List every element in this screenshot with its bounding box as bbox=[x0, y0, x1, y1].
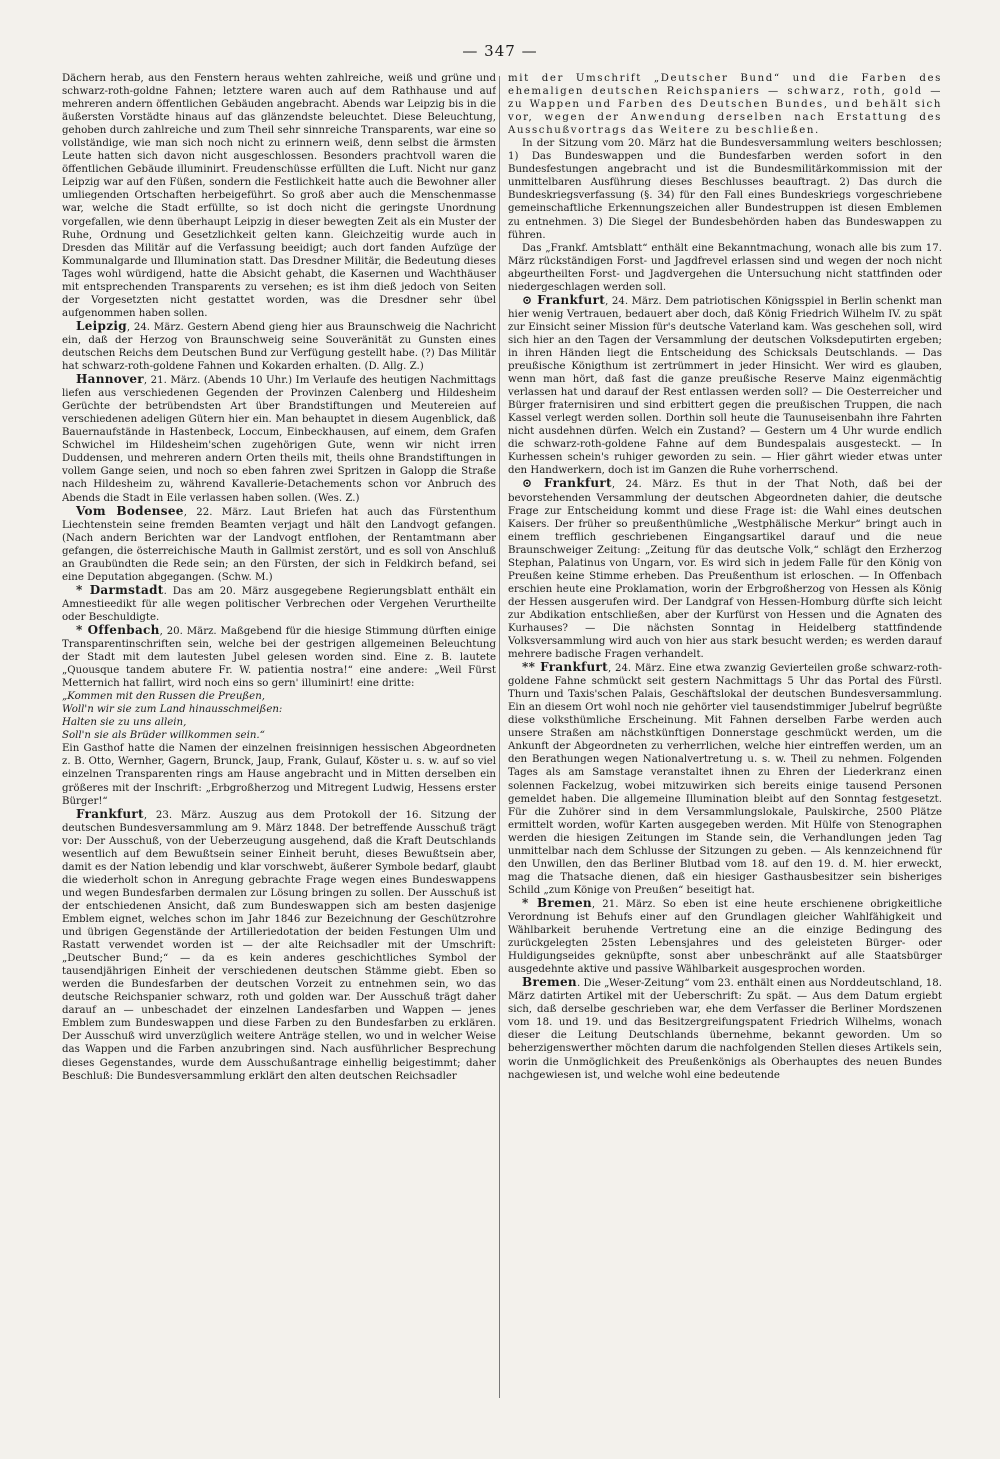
dateline: Hannover bbox=[76, 372, 144, 387]
article-paragraph bbox=[62, 584, 496, 624]
dateline: Vom Bodensee bbox=[76, 503, 184, 518]
dateline: Frankfurt bbox=[76, 806, 144, 821]
dateline: Leipzig bbox=[76, 318, 127, 333]
paragraph-text: , 23. März. Auszug aus dem Protokoll der 16. Sitzung der deutschen Bundesversammlung am 9. März 1848. Der betreffende Ausschuß trägt vor: Der Ausschuß, von der Ueberzeugung ausgehend, daß die Kraft Deutschlands wesentlich auf dem Bewußtsein seiner Einheit beruht, dieses Bewußtsein aber, damit es der Nation lebendig und klar vorschwebt, äußerer Symbole bedarf, glaubt die wiederholt schon in Anregung gebrachte Frage wegen eines Bundeswappens und wegen Bundesfarben dermalen zur Lösung bringen zu sollen. Der Ausschuß ist der entschiedenen Ansicht, daß zum Bundeswappen sich am besten dasjenige Emblem eignet, welches schon im Jahr 1846 zur Bezeichnung der Geschützrohre und übrigen Gegenstände der Artilleriedotation der beiden Festungen Ulm und Rastatt verwendet worden ist — der alte Reichsadler mit der Umschrift: „Deutscher Bund;“ — da es kein anderes geschichtliches Symbol der tausendjährigen Einheit der verschiedenen deutschen Stämme giebt. Eben so werden die Bundesfarben der deutschen Vorzeit zu entnehmen sein, wo das deutsche Reichspanier schwarz, roth und golden war. Der Ausschuß trägt daher darauf an — unbeschadet der einzelnen Landesfarben und Wappen — jenes Emblem zum Bundeswappen und diese Farben zu den Bundesfarben zu erklären. Der Ausschuß wird unverzüglich weitere Anträge stellen, wo und in welcher Weise das Wappen und die Farben anzubringen sind. Nach ausführlicher Besprechung dieses Gegenstandes, wurde dem Ausschußantrage einhellig beigestimmt; daher Beschluß: Die Bundesversammlung erklärt den alten deutschen Reichsadler bbox=[62, 809, 496, 1082]
verse-block bbox=[62, 690, 496, 742]
paragraph-text: , 21. März. (Abends 10 Uhr.) Im Verlaufe des heutigen Nachmittags liefen aus verschiedenen Gegenden der Provinzen Calenberg und Hildesheim Gerüchte der betrübendsten Art über Brandstiftungen und Meutereien auf verschiedenen adeligen Gütern hier ein. Man behauptet in diesem Augenblick, daß Bauernaufstände in Hastenbeck, Loccum, Einbeckhausen, auf einem, dem Grafen Schwichel im Hildesheim'schen zugehörigen Gute, wenn wir nicht irren Duddensen, und mehreren andern Orten theils mit, theils ohne Brandstiftungen in vollem Gange seien, und noch so eben fahren zwei Spritzen in Galopp die Straße nach Hildesheim zu, während Kavallerie-Detachements schon vor Anbruch des Abends die Stadt in Eile verlassen haben sollen. (Wes. Z.) bbox=[62, 375, 496, 504]
page-number: — 347 — bbox=[462, 42, 538, 60]
dateline: ⊙ Frankfurt bbox=[522, 476, 612, 491]
dateline: * Bremen bbox=[522, 895, 592, 910]
verse-line: Woll'n wir sie zum Land hinausschmeißen: bbox=[62, 704, 283, 716]
article-paragraph bbox=[62, 320, 496, 373]
article-paragraph bbox=[508, 72, 942, 137]
paragraph-text: , 20. März. Maßgebend für die hiesige Stimmung dürften einige Transparentinschriften sein, welche bei der gestrigen allgemeinen Beleuchtung der Stadt mit dem lautesten Jubel gelesen worden sind. Eine z. B. lautete „Quousque tandem abutere Fr. W. patientia nostra!“ eine andere: „Weil Fürst Metternich hat fallirt, wird noch eins so gern' illuminirt! eine dritte: bbox=[62, 625, 496, 690]
left-column bbox=[62, 72, 496, 1402]
paragraph-text: In der Sitzung vom 20. März hat die Bundesversammlung weiters beschlossen; 1) Das Bundeswappen und die Bundesfarben werden sofort in den Bundesfestungen angebracht und ist die Bundesmilitärkommission mit der unmittelbaren Ausführung dieses Beschlusses beauftragt. 2) Das durch die Bundeskriegsverfassung (§. 34) für den Fall eines Bundeskriegs vorgeschriebene gemeinschaftliche Erkennungszeichen aller Bundestruppen ist diesen Emblemen zu entnehmen. 3) Die Siegel der Bundesbehörden haben das Bundeswappen zu führen. bbox=[508, 138, 942, 241]
verse-line: „Kommen mit den Russen die Preußen, bbox=[62, 691, 266, 703]
column-divider bbox=[499, 76, 500, 1398]
article-paragraph bbox=[508, 976, 942, 1081]
article-paragraph bbox=[508, 477, 942, 661]
article-paragraph bbox=[62, 742, 496, 807]
dateline: ** Frankfurt bbox=[522, 660, 609, 675]
paragraph-text: , 21. März. So eben ist eine heute erschienene obrigkeitliche Verordnung ist Behufs einer auf den Grundlagen gleicher Wahlfähigkeit und Wählbarkeit beruhende Vertretung eine an die einzige Bedingung des zurückgelegten 25sten Lebensjahres und des geleisteten Bürger- oder Huldigungseides geknüpfte, sonst aber unbeschränkt auf alle Staatsbürger ausgedehnte aktive und passive Wählbarkeit ausgesprochen worden. bbox=[508, 898, 942, 976]
article-paragraph bbox=[508, 661, 942, 897]
paragraph-text: Dächern herab, aus den Fenstern heraus wehten zahlreiche, weiß und grüne und schwarz-roth-goldne Fahnen; letztere waren auch auf dem Rathhause und auf mehreren andern öffentlichen Gebäuden angebracht. Abends war Leipzig bis in die äußersten Vorstädte hinaus auf das glänzendste beleuchtet. Diese Beleuchtung, gehoben durch zahlreiche und zum Theil sehr sinnreiche Transparents, war eine so vollständige, wie man sich noch nicht zu erinnern weiß, denn selbst die ärmsten Leute hatten sich davon nicht ausgeschlossen. Besonders prachtvoll waren die öffentlichen Gebäude illuminirt. Freudenschüsse erfüllten die Luft. Nicht nur ganz Leipzig war auf den Füßen, sondern die Festlichkeit hatte auch die Bewohner aller umliegenden Ortschaften herbeigeführt. So groß aber auch die Menschenmasse war, welche die Stadt erfüllte, so ist doch nicht die geringste Unordnung vorgefallen, wie denn überhaupt Leipzig in dieser bewegten Zeit als ein Muster der Ruhe, Ordnung und Gesetzlichkeit gelten kann. Gleichzeitig wurde auch in Dresden das Militär auf die Verfassung beeidigt; auch dort fanden Aufzüge der Kommunalgarde und Illumination statt. Das Dresdner Militär, die Bedeutung dieses Tages wohl würdigend, hatte die Absicht gehabt, die Kasernen und Wachthäuser mit entsprechenden Transparents zu versehen; es ist ihm dieß jedoch von Seiten der Vorgesetzten nicht gestattet worden, was die Dresdner sehr übel aufgenommen haben sollen. bbox=[62, 73, 496, 319]
dateline: Bremen bbox=[522, 975, 577, 990]
paragraph-text: , 24. März. Eine etwa zwanzig Gevierteilen große schwarz-roth-goldene Fahne schmückt seit gestern Nachmittags 5 Uhr das Portal des Fürstl. Thurn und Taxis'schen Palais, Geschäftslokal der deutschen Bundesversammlung. Ein an diesem Ort wohl noch nie gehörter viel tausendstimmiger Jubelruf begrüßte diese volksthümliche Erscheinung. Mit Fahnen derselben Farbe werden auch unsere Straßen am nächstkünftigen Donnerstage geschmückt werden, um die Ankunft der Abgeordneten zu verherrlichen, welche hier eintreffen werden, um an den Berathungen wegen Nationalvertretung u. s. w. Theil zu nehmen. Folgenden Tages als am Samstage veranstaltet ihnen zu Ehren der Liederkranz einen solennen Fackelzug, wobei mitzuwirken sich bereits einige tausend Personen gemeldet haben. Die allgemeine Illumination bleibt auf den Sonntag festgesetzt. Für die Zuhörer sind in dem Versammlungslokale, Paulskirche, 2500 Plätze ermittelt worden, wofür Karten ausgegeben werden. Mit Hülfe von Stenographen werden die hiesigen Zeitungen im Stande sein, die Verhandlungen jeden Tag unmittelbar nach dem Schlusse der Sitzungen zu geben. — Als kennzeichnend für den Unwillen, den das Berliner Blutbad vom 18. auf den 19. d. M. hier erweckt, mag die Thatsache dienen, daß ein hiesiger Gasthausbesitzer sein bisheriges Schild „zum Könige von Preußen“ beseitigt hat. bbox=[508, 663, 942, 896]
article-paragraph bbox=[508, 242, 942, 294]
paragraph-text: mit der Umschrift „Deutscher Bund“ und die Farben des ehemaligen deutschen Reichspaniers — schwarz, roth, gold — zu Wappen und Farben des Deutschen Bundes, und behält sich vor, wegen der Anwendung derselben nach Erstattung des Ausschußvortrags das Weitere zu beschließen. bbox=[508, 73, 942, 137]
article-paragraph bbox=[62, 72, 496, 320]
article-paragraph bbox=[508, 294, 942, 478]
paragraph-text: . Das am 20. März ausgegebene Regierungsblatt enthält ein Amnestieedikt für alle wegen politischer Verbrechen oder Vergehen Verurtheilte oder Beschuldigte. bbox=[62, 585, 496, 623]
verse-line: Halten sie zu uns allein, bbox=[62, 717, 187, 729]
paragraph-text: , 24. März. Gestern Abend gieng hier aus Braunschweig die Nachricht ein, daß der Herzog von Braunschweig seine Souveränität zu Gunsten eines deutschen Reichs dem Deutschen Bund zur Verfügung gestellt habe. (?) Das Militär hat schwarz-roth-goldene Fahnen und Kokarden erhalten. (D. Allg. Z.) bbox=[62, 321, 496, 373]
article-paragraph bbox=[62, 373, 496, 504]
article-paragraph bbox=[62, 808, 496, 1083]
dateline: * Offenbach bbox=[76, 622, 160, 637]
article-paragraph bbox=[62, 624, 496, 690]
paragraph-text: . Die „Weser-Zeitung“ vom 23. enthält einen aus Norddeutschland, 18. März datirten Artikel mit der Ueberschrift: Zu spät. — Aus dem Datum ergiebt sich, daß derselbe geschrieben war, ehe dem Verfasser die Berliner Mordszenen vom 18. und 19. und das Besitzergreifungspatent Friedrich Wilhelms, wonach dieser die Leitung Deutschlands übernehme, bekannt geworden. Um so beherzigenswerther möchten darum die nachfolgenden Stellen dieses Artikels sein, worin die Unmöglichkeit des Preußenkönigs als Oberhauptes des neuen Bundes nachgewiesen ist, und welche wohl eine bedeutende bbox=[508, 978, 942, 1081]
paragraph-text: , 24. März. Es thut in der That Noth, daß bei der bevorstehenden Versammlung der deutschen Abgeordneten dahier, die deutsche Frage zur Entscheidung kommt und diese Frage ist: die Wahl eines deutschen Kaisers. Der früher so preußenthümliche „Westphälische Merkur“ bringt auch in einem trefflich geschriebenen Eingangsartikel darauf und die neue Braunschweiger Zeitung: „Zeitung für das deutsche Volk,“ schlägt den Erzherzog Stephan, Palatinus von Ungarn, vor. Es wird sich in jedem Falle für den König von Preußen keine Stimme erheben. Das Preußenthum ist erloschen. — In Offenbach erschien heute eine Proklamation, worin der Erbgroßherzog von Hessen als König der Hessen ausgerufen wird. Der Landgraf von Hessen-Homburg dürfte sich leicht zur Abdikation entschließen, aber der Kurfürst von Hessen und die Agnaten des Kurhauses? — Die nächsten Sonntag in Heidelberg stattfindende Volksversammlung wird auch von hier aus stark besucht werden; es werden darauf mehrere badische Fragen verhandelt. bbox=[508, 479, 942, 661]
dateline: * Darmstadt bbox=[76, 582, 164, 597]
article-paragraph bbox=[508, 137, 942, 241]
paragraph-text: Ein Gasthof hatte die Namen der einzelnen freisinnigen hessischen Abgeordneten z. B. Otto, Wernher, Gagern, Brunck, Jaup, Frank, Gulauf, Köster u. s. w. auf so viel einzelnen Transparenten rings am Hause angebracht und in Mitten derselben ein größeres mit der Inschrift: „Erbgroßherzog und Mitregent Ludwig, Hessens erster Bürger!“ bbox=[62, 743, 496, 807]
dateline: ⊙ Frankfurt bbox=[522, 292, 606, 307]
paragraph-text: Das „Frankf. Amtsblatt“ enthält eine Bekanntmachung, wonach alle bis zum 17. März rückständigen Forst- und Jagdfrevel erlassen sind und wegen der noch nicht abgeurtheilten Forst- und Jagdvergehen die Untersuchung nicht stattfinden oder niedergeschlagen werden soll. bbox=[508, 242, 942, 293]
paragraph-text: , 24. März. Dem patriotischen Königsspiel in Berlin schenkt man hier wenig Vertrauen, bedauert aber doch, daß König Friedrich Wilhelm IV. zu spät zur Einsicht seiner Mission für's deutsche Vaterland kam. Was geschehen soll, wird sich hier an den Tagen der Versammlung der deutschen Volksdeputirten ergeben; in ihren Händen liegt die Entscheidung des Schicksals Deutschlands. — Das preußische Königthum ist zertrümmert in jeder Hinsicht. Wer wird es glauben, wenn man hört, daß fast die ganze preußische Reserve Mainz eigenmächtig verlassen hat und darauf der Rest entlassen werden soll? — Die Oesterreicher und Bürger fraternisiren und sind erbittert gegen die preußischen Truppen, die nach Kassel verlegt werden sollen. Dorthin soll heute die Taunuseisenbahn ihre Fahrten nicht ausdehnen dürfen. Welch ein Zustand? — Gestern um 4 Uhr wurde endlich die schwarz-roth-goldene Fahne auf dem Bundespalais ausgesteckt. — In Kurhessen schein's ruhiger geworden zu sein. — Hier gährt wieder etwas unter den Handwerkern, doch ist im Ganzen die Ruhe vorherrschend. bbox=[508, 295, 942, 477]
article-paragraph bbox=[62, 505, 496, 584]
paragraph-text: , 22. März. Laut Briefen hat auch das Fürstenthum Liechtenstein seine fremden Beamten verjagt und hält den Landvogt gefangen. (Nach andern Berichten war der Landvogt entflohen, der Rentamtmann aber gefangen, die österreichische Mauth in Gallmist zerstört, und es soll von Anschluß an Graubündten die Rede sein; an den Fürsten, der sich in Feldkirch befand, sei eine Deputation abgegangen. (Schw. M.) bbox=[62, 506, 496, 583]
right-column bbox=[508, 72, 942, 1402]
article-paragraph bbox=[508, 897, 942, 976]
verse-line: Soll'n sie als Brüder willkommen sein.“ bbox=[62, 730, 265, 742]
